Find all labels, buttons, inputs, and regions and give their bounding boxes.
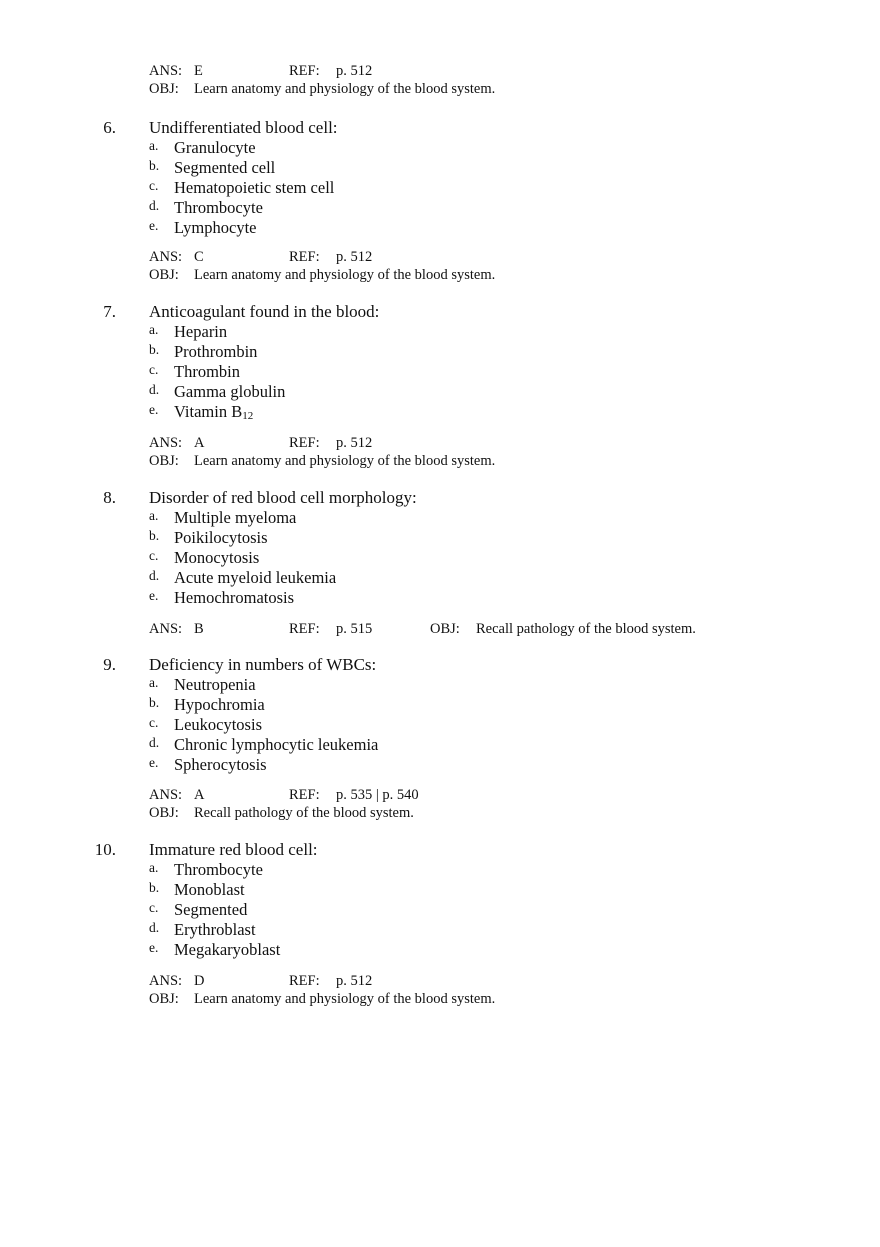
question-6 (0, 118, 860, 238)
choice-text: Thrombocyte (174, 198, 263, 217)
choice-e (0, 755, 860, 775)
answer-block-9 (149, 786, 849, 822)
choice-text: Megakaryoblast (174, 940, 281, 959)
ans-value: A (194, 787, 205, 803)
ref-value: p. 535 | p. 540 (336, 787, 419, 803)
choice-a (0, 322, 860, 342)
choice-d (0, 198, 860, 218)
choice-letter: d. (149, 735, 160, 750)
ref-value: p. 512 (336, 435, 373, 451)
choice-text: Monoblast (174, 880, 245, 899)
ans-ref-row (149, 248, 849, 266)
question-number: 7. (103, 302, 116, 321)
choice-text: Segmented (174, 900, 248, 919)
choice-a (0, 860, 860, 880)
choice-d (0, 735, 860, 755)
obj-label: OBJ: (149, 991, 179, 1007)
question-9 (0, 655, 860, 775)
choice-letter: e. (149, 940, 159, 955)
choice-text: Hematopoietic stem cell (174, 178, 335, 197)
choice-letter: e. (149, 402, 159, 417)
ref-value: p. 512 (336, 973, 373, 989)
ans-value: B (194, 621, 204, 637)
choice-letter: b. (149, 528, 160, 543)
obj-label: OBJ: (149, 267, 179, 283)
ref-label: REF: (289, 63, 320, 79)
choice-letter: e. (149, 755, 159, 770)
choice-letter: c. (149, 178, 159, 193)
choice-e (0, 218, 860, 238)
question-text: Undifferentiated blood cell: (149, 118, 338, 137)
ans-label: ANS: (149, 435, 183, 451)
ans-value: D (194, 973, 205, 989)
choice-c (0, 715, 860, 735)
choice-a (0, 675, 860, 695)
obj-row (149, 80, 849, 98)
choice-d (0, 382, 860, 402)
choice-letter: a. (149, 675, 159, 690)
ans-label: ANS: (149, 63, 183, 79)
obj-label: OBJ: (149, 81, 179, 97)
ref-label: REF: (289, 435, 320, 451)
choice-text: Acute myeloid leukemia (174, 568, 337, 587)
choice-letter: d. (149, 382, 160, 397)
question-stem (0, 302, 860, 322)
choice-text: Neutropenia (174, 675, 256, 694)
ans-ref-row (149, 434, 849, 452)
ref-value: p. 512 (336, 63, 373, 79)
question-text: Disorder of red blood cell morphology: (149, 488, 417, 507)
choice-letter: e. (149, 218, 159, 233)
question-stem (0, 655, 860, 675)
choice-letter: b. (149, 158, 160, 173)
choice-text: Chronic lymphocytic leukemia (174, 735, 379, 754)
question-stem (0, 840, 860, 860)
question-10 (0, 840, 860, 960)
choice-letter: b. (149, 342, 160, 357)
obj-row (149, 990, 849, 1008)
obj-label: OBJ: (149, 805, 179, 821)
choice-c (0, 362, 860, 382)
choice-list (0, 860, 860, 960)
ans-value: C (194, 249, 204, 265)
choice-c (0, 900, 860, 920)
ans-label: ANS: (149, 621, 183, 637)
choice-text: Hypochromia (174, 695, 265, 714)
choice-e (0, 940, 860, 960)
choice-letter: d. (149, 920, 160, 935)
choice-text: Heparin (174, 322, 228, 341)
obj-value: Learn anatomy and physiology of the blood system. (194, 991, 496, 1007)
choice-text: Spherocytosis (174, 755, 267, 774)
choice-letter: b. (149, 880, 160, 895)
choice-text-main: Vitamin B (174, 402, 243, 421)
question-number: 10. (94, 840, 116, 859)
choice-text: Prothrombin (174, 342, 258, 361)
choice-letter: e. (149, 588, 159, 603)
choice-text: Monocytosis (174, 548, 260, 567)
choice-letter: d. (149, 198, 160, 213)
choice-letter: a. (149, 322, 159, 337)
obj-value: Learn anatomy and physiology of the blood system. (194, 267, 496, 283)
choice-text: Leukocytosis (174, 715, 262, 734)
choice-e (0, 588, 860, 608)
choice-text: Thrombin (174, 362, 240, 381)
choice-letter: a. (149, 138, 159, 153)
choice-text: Granulocyte (174, 138, 256, 157)
ref-value: p. 512 (336, 249, 373, 265)
question-7 (0, 302, 860, 422)
obj-value: Learn anatomy and physiology of the blood system. (194, 453, 496, 469)
obj-value: Recall pathology of the blood system. (194, 805, 414, 821)
obj-row (149, 266, 849, 284)
question-stem (0, 118, 860, 138)
ans-ref-row (149, 62, 849, 80)
subscript: 12 (242, 410, 254, 422)
choice-text: Lymphocyte (174, 218, 257, 237)
ans-label: ANS: (149, 973, 183, 989)
choice-list (0, 322, 860, 422)
choice-b (0, 695, 860, 715)
ans-label: ANS: (149, 787, 183, 803)
choice-text: Poikilocytosis (174, 528, 268, 547)
question-number: 8. (103, 488, 116, 507)
choice-letter: c. (149, 362, 159, 377)
obj-value: Recall pathology of the blood system. (476, 621, 696, 637)
answer-block-10 (149, 972, 849, 1008)
question-number: 9. (103, 655, 116, 674)
answer-block-8 (149, 620, 849, 638)
choice-letter: a. (149, 860, 159, 875)
question-8 (0, 488, 860, 608)
choice-text: Gamma globulin (174, 382, 286, 401)
choice-text: Multiple myeloma (174, 508, 297, 527)
choice-letter: c. (149, 715, 159, 730)
choice-e (0, 402, 860, 422)
obj-value: Learn anatomy and physiology of the blood system. (194, 81, 496, 97)
choice-text: Erythroblast (174, 920, 256, 939)
choice-list (0, 675, 860, 775)
choice-a (0, 138, 860, 158)
choice-text (174, 402, 253, 424)
question-stem (0, 488, 860, 508)
question-text: Immature red blood cell: (149, 840, 318, 859)
choice-letter: b. (149, 695, 160, 710)
question-number: 6. (103, 118, 116, 137)
obj-row (149, 804, 849, 822)
choice-list (0, 508, 860, 608)
ref-label: REF: (289, 973, 320, 989)
ans-value: E (194, 63, 203, 79)
choice-text: Hemochromatosis (174, 588, 295, 607)
choice-letter: c. (149, 900, 159, 915)
choice-b (0, 342, 860, 362)
obj-label: OBJ: (430, 621, 460, 637)
choice-c (0, 548, 860, 568)
choice-a (0, 508, 860, 528)
question-text: Deficiency in numbers of WBCs: (149, 655, 377, 674)
ref-label: REF: (289, 249, 320, 265)
choice-list (0, 138, 860, 238)
ans-ref-obj-row (149, 620, 849, 638)
ans-label: ANS: (149, 249, 183, 265)
choice-b (0, 880, 860, 900)
choice-b (0, 158, 860, 178)
answer-block-7 (149, 434, 849, 470)
answer-block-6 (149, 248, 849, 284)
ref-label: REF: (289, 787, 320, 803)
choice-letter: a. (149, 508, 159, 523)
ref-value: p. 515 (336, 621, 373, 637)
answer-block-prev (149, 62, 849, 98)
ans-ref-row (149, 972, 849, 990)
choice-c (0, 178, 860, 198)
choice-text: Thrombocyte (174, 860, 263, 879)
choice-b (0, 528, 860, 548)
choice-d (0, 568, 860, 588)
ref-label: REF: (289, 621, 320, 637)
question-text: Anticoagulant found in the blood: (149, 302, 380, 321)
obj-row (149, 452, 849, 470)
obj-label: OBJ: (149, 453, 179, 469)
choice-letter: d. (149, 568, 160, 583)
choice-letter: c. (149, 548, 159, 563)
choice-text: Segmented cell (174, 158, 276, 177)
ans-ref-row (149, 786, 849, 804)
choice-d (0, 920, 860, 940)
ans-value: A (194, 435, 205, 451)
